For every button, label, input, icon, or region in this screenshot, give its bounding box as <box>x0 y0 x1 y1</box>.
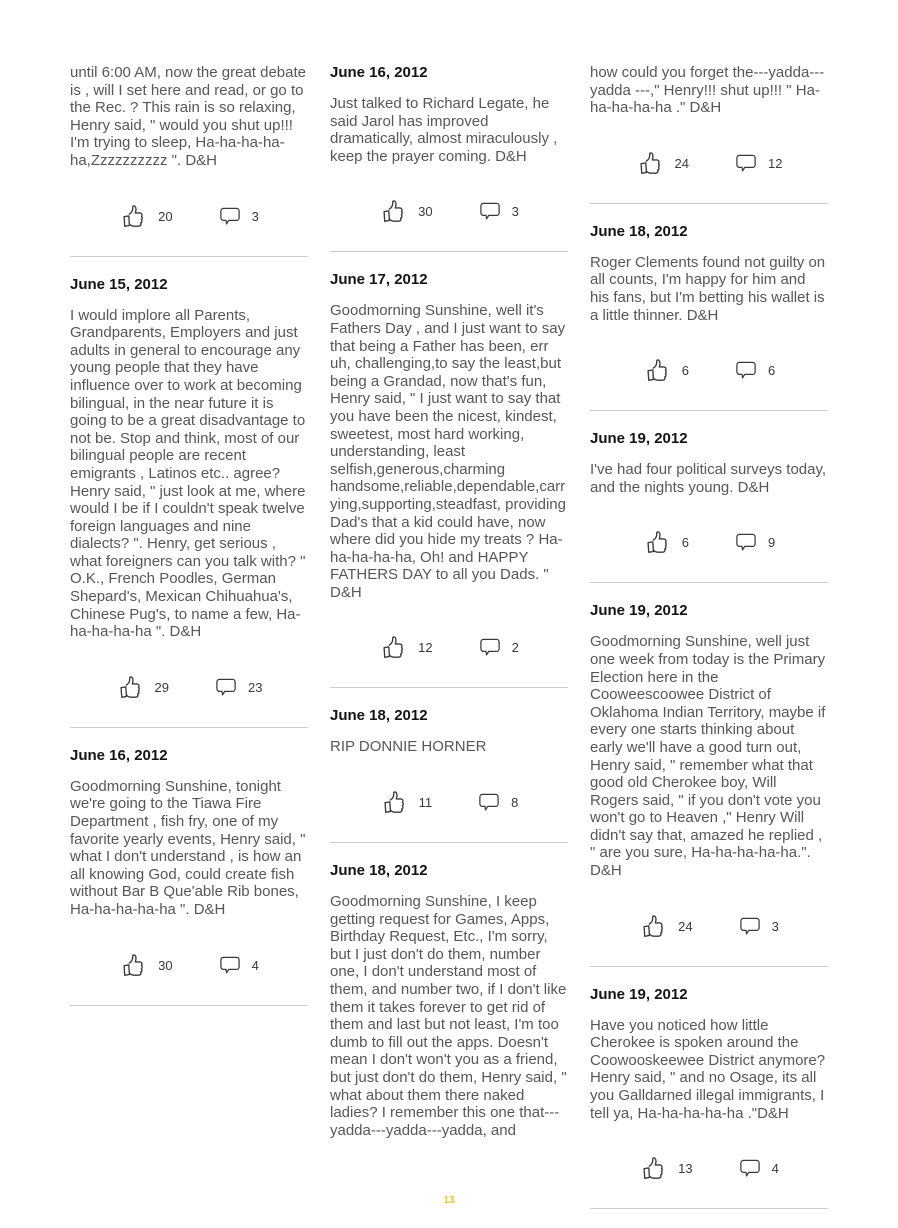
post-date: June 18, 2012 <box>330 707 428 725</box>
post <box>70 64 308 257</box>
column-2 <box>330 64 568 1228</box>
comment-count: 23 <box>248 679 263 695</box>
speech-bubble-icon <box>217 954 243 977</box>
speech-bubble-icon <box>733 531 759 554</box>
column-1 <box>70 64 308 1228</box>
post-date: June 17, 2012 <box>330 271 428 289</box>
thumbs-up-icon <box>639 1156 669 1181</box>
like-count: 11 <box>418 795 433 811</box>
thumbs-up-icon <box>643 530 673 555</box>
like-stat <box>116 675 169 700</box>
thumbs-up-icon <box>639 914 669 939</box>
speech-bubble-icon <box>477 200 503 223</box>
like-stat <box>639 1156 692 1181</box>
page-number: 13 <box>443 1195 455 1206</box>
post-body: how could you forget the---yadda---yadda ---," Henry!!! shut up!!! " Ha-ha-ha-ha-ha ." D&H <box>590 64 825 117</box>
post-date: June 18, 2012 <box>590 222 688 240</box>
post-date: June 16, 2012 <box>70 746 168 764</box>
comment-count: 12 <box>768 155 783 171</box>
like-count: 12 <box>418 640 433 656</box>
post <box>590 986 828 1210</box>
post-date: June 15, 2012 <box>70 275 168 293</box>
post-body: Goodmorning Sunshine, tonight we're going to the Tiawa Fire Department , fish fry, one of my favorite yearly events, Henry said, " what I don't understand , is how an all knowing God, could create fish without Bar B Que'able Rib bones, Ha-ha-ha-ha-ha ". D&H <box>70 777 306 918</box>
post-stats <box>330 790 568 815</box>
comment-stat <box>733 359 775 382</box>
thumbs-up-icon <box>380 790 410 815</box>
speech-bubble-icon <box>737 915 763 938</box>
post-divider <box>590 410 828 411</box>
thumbs-up-icon <box>379 635 409 660</box>
speech-bubble-icon <box>733 359 759 382</box>
post-body: Goodmorning Sunshine, I keep getting request for Games, Apps, Birthday Request, Etc., I'm sorry, but I just don't do them, number one, I don't understand most of them, and number two, if I don't like them it takes forever to get rid of them and last but not least, I'm too dumb to fill out the apps. Doesn't mean I don't won't you as a friend, but just don't do them, Henry said, " what about them there naked ladies? I remember this one that---yadda---yadda---yadda, and <box>330 893 567 1139</box>
post-divider <box>590 582 828 583</box>
post-date: June 18, 2012 <box>330 862 428 880</box>
like-count: 13 <box>678 1161 693 1177</box>
post-date: June 19, 2012 <box>590 602 688 620</box>
post-divider <box>590 203 828 204</box>
like-stat <box>379 635 432 660</box>
like-stat <box>643 530 689 555</box>
post <box>330 64 568 252</box>
thumbs-up-icon <box>643 358 673 383</box>
column-3 <box>590 64 828 1228</box>
post <box>70 276 308 728</box>
post-stats <box>590 151 828 176</box>
speech-bubble-icon <box>217 205 243 228</box>
thumbs-up-icon <box>119 953 149 978</box>
comment-stat <box>213 676 262 699</box>
post-stats <box>590 530 828 555</box>
post-body: until 6:00 AM, now the great debate is , will I set here and read, or go to the Rec. ? This rain is so relaxing, Henry said, " would you shut up!!! I'm trying to sleep, Ha-ha-ha-ha- ha,Zzzzzzzzzz ". D&H <box>70 64 306 169</box>
post-divider <box>590 1208 828 1209</box>
post-body: Goodmorning Sunshine, well just one week from today is the Primary Election here in the Cooweescoowee District of Oklahoma Indian Territory, maybe if every one starts thinking about early we'll have a good turn out, Henry said, " remember what that good old Cherokee boy, Will Rogers said, " if you don't vote you won't go to Heaven ," Henry Will didn't say that, amazed he replied , " are you sure, Ha-ha-ha-ha-ha.". D&H <box>590 633 826 880</box>
post-body: I've had four political surveys today, and the nights young. D&H <box>590 461 827 496</box>
post <box>330 707 568 843</box>
speech-bubble-icon <box>476 791 502 814</box>
comment-count: 2 <box>511 640 519 656</box>
like-count: 29 <box>154 679 169 695</box>
like-stat <box>639 914 692 939</box>
post-divider <box>70 256 308 257</box>
like-count: 6 <box>681 535 689 551</box>
post <box>330 271 568 688</box>
comment-stat <box>477 200 519 223</box>
comment-stat <box>217 205 259 228</box>
comment-stat <box>737 915 779 938</box>
like-stat <box>119 204 172 229</box>
thumbs-up-icon <box>379 199 409 224</box>
post <box>590 430 828 583</box>
post <box>590 64 828 204</box>
like-count: 24 <box>678 918 693 934</box>
post-divider <box>590 966 828 967</box>
comment-count: 4 <box>251 957 259 973</box>
like-count: 30 <box>158 957 173 973</box>
comment-count: 3 <box>771 918 779 934</box>
comment-count: 9 <box>768 535 776 551</box>
post-body: Roger Clements found not guilty on all counts, I'm happy for him and his fans, but I'm betting his wallet is a little thinner. D&H <box>590 253 826 324</box>
comment-count: 3 <box>251 208 259 224</box>
comment-count: 3 <box>511 204 519 220</box>
like-stat <box>643 358 689 383</box>
post-divider <box>330 687 568 688</box>
post-stats <box>330 635 568 660</box>
comment-stat <box>476 791 518 814</box>
comment-count: 8 <box>511 795 519 811</box>
post <box>590 602 828 966</box>
post-divider <box>330 251 568 252</box>
thumbs-up-icon <box>636 151 666 176</box>
post-stats <box>590 914 828 939</box>
thumbs-up-icon <box>116 675 146 700</box>
like-count: 24 <box>674 155 689 171</box>
post-body: Have you noticed how little Cherokee is spoken around the Coowooskeewee District anymore? Henry said, " and no Osage, its all you Galldarned illegal immigrants, I tell ya, Ha-ha-ha-ha-ha ."D&H <box>590 1016 826 1122</box>
comment-stat <box>733 152 782 175</box>
comment-stat <box>217 954 259 977</box>
comment-stat <box>733 531 775 554</box>
post <box>590 223 828 411</box>
speech-bubble-icon <box>477 636 503 659</box>
comment-stat <box>477 636 519 659</box>
like-count: 6 <box>681 363 689 379</box>
post-divider <box>70 1005 308 1006</box>
speech-bubble-icon <box>733 152 759 175</box>
speech-bubble-icon <box>213 676 239 699</box>
post-body: I would implore all Parents, Grandparents, Employers and just adults in general to encourage any young people that they have influence over to work at becoming bilingual, in the near future it is going to be a great disadvantage to not be. Stop and think, most of our bilingual people are recent emigrants , Latinos etc.. agree? Henry said, " just look at me, where would I be if I couldn't speak twelve foreign languages and nine dialects? ". Henry, get serious , what foreigners can you talk with? " O.K., French Poodles, German Shepard's, Mexican Chihuahua's, Chinese Pug's, to name a few, Ha-ha-ha-ha-ha ". D&H <box>70 306 306 641</box>
post-divider <box>70 727 308 728</box>
post <box>330 862 568 1139</box>
comment-stat <box>737 1157 779 1180</box>
post-date: June 19, 2012 <box>590 985 688 1003</box>
like-count: 30 <box>418 204 433 220</box>
comment-count: 4 <box>771 1161 779 1177</box>
post-date: June 19, 2012 <box>590 430 688 448</box>
post-divider <box>330 842 568 843</box>
post-stats <box>70 675 308 700</box>
like-stat <box>636 151 689 176</box>
post-stats <box>70 953 308 978</box>
post-body: Goodmorning Sunshine, well it's Fathers Day , and I just want to say that being a Father has been, err uh, challenging,to say the least,but being a Grandad, now that's fun, Henry said, " I just want to say that you have been the nicest, kindest, sweetest, most hard working, understanding, least selfish,generous,charming handsome,reliable,dependable,carrying,supporting,steadfast, providing Dad's that a kid could have, now where did you hide my treats ? Ha-ha-ha-ha-ha, Oh! and HAPPY FATHERS DAY to all you Dads. " D&H <box>330 302 566 601</box>
post-stats <box>590 1156 828 1181</box>
thumbs-up-icon <box>119 204 149 229</box>
like-stat <box>380 790 433 815</box>
post-date: June 16, 2012 <box>330 64 428 81</box>
like-stat <box>119 953 172 978</box>
post <box>70 747 308 1006</box>
like-stat <box>379 199 432 224</box>
post-body: RIP DONNIE HORNER <box>330 738 487 756</box>
post-stats <box>590 358 828 383</box>
comment-count: 6 <box>768 363 776 379</box>
speech-bubble-icon <box>737 1157 763 1180</box>
post-stats <box>330 199 568 224</box>
post-stats <box>70 204 308 229</box>
like-count: 20 <box>158 208 173 224</box>
post-body: Just talked to Richard Legate, he said Jarol has improved dramatically, almost miraculously , keep the prayer coming. D&H <box>330 95 558 165</box>
